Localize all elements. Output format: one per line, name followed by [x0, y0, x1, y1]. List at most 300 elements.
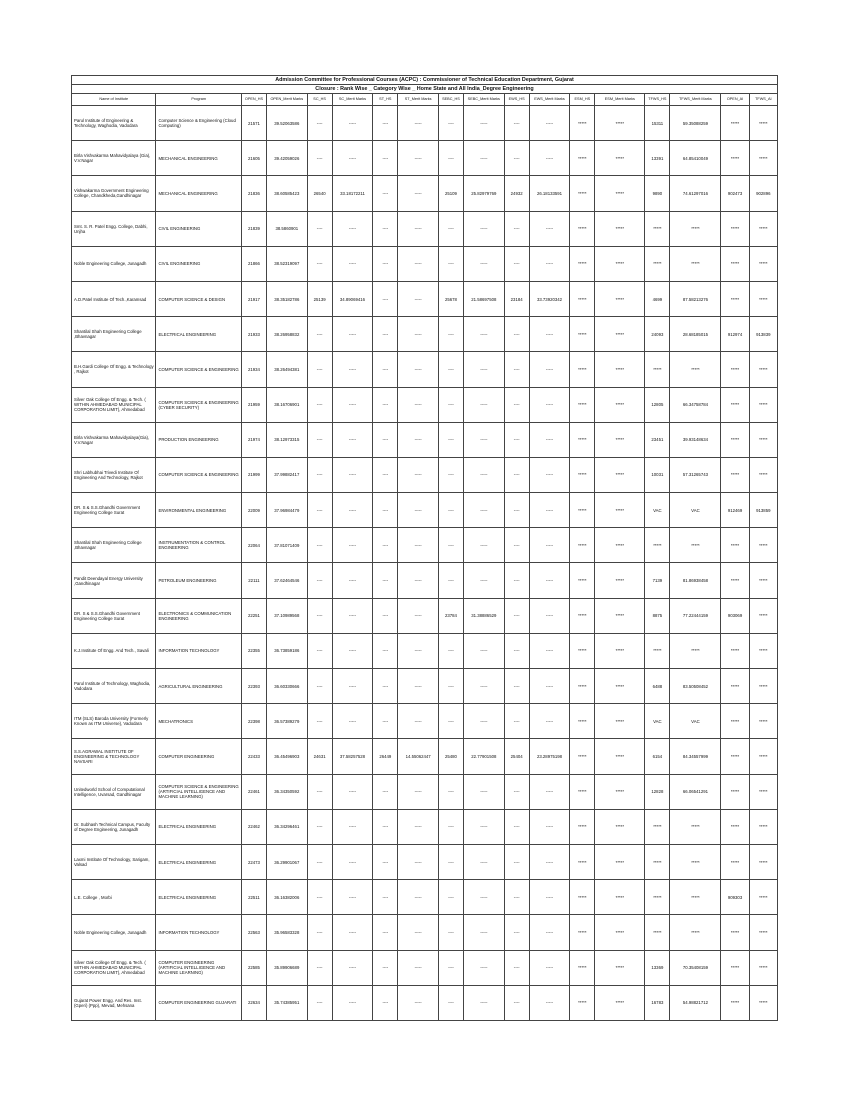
- column-header: SC_HS: [307, 94, 332, 106]
- value-cell: ----: [438, 950, 463, 985]
- value-cell: 913839: [749, 317, 777, 352]
- value-cell: -----: [398, 141, 439, 176]
- value-cell: *****: [645, 211, 670, 246]
- value-cell: ----: [307, 422, 332, 457]
- value-cell: *****: [570, 633, 595, 668]
- table-row: [72, 950, 778, 985]
- value-cell: 37.81071409: [266, 528, 307, 563]
- value-cell: *****: [721, 844, 749, 879]
- value-cell: -----: [398, 704, 439, 739]
- value-cell: *****: [570, 493, 595, 528]
- value-cell: ----: [504, 106, 529, 141]
- value-cell: -----: [529, 880, 570, 915]
- value-cell: *****: [749, 281, 777, 316]
- value-cell: ----: [373, 422, 398, 457]
- value-cell: ----: [504, 387, 529, 422]
- value-cell: *****: [721, 422, 749, 457]
- value-cell: *****: [595, 844, 645, 879]
- value-cell: *****: [721, 141, 749, 176]
- value-cell: 36.16382006: [266, 880, 307, 915]
- institute-name-cell: Silver Oak College Of Engg. & Tech. ( WITHIN AHMEDABAD MUNICIPAL CORPORATION LIMIT), Ahmedabad: [72, 950, 156, 985]
- value-cell: *****: [595, 563, 645, 598]
- value-cell: ----: [438, 633, 463, 668]
- value-cell: -----: [529, 563, 570, 598]
- value-cell: 21934: [241, 352, 266, 387]
- institute-name-cell: Birla Vishvakarma Mahavidyalaya(Gia), V.V.Nagar: [72, 422, 156, 457]
- value-cell: 24932: [504, 176, 529, 211]
- table-row: [72, 246, 778, 281]
- value-cell: 36.45496903: [266, 739, 307, 774]
- value-cell: *****: [749, 246, 777, 281]
- value-cell: *****: [670, 528, 721, 563]
- value-cell: 22064: [241, 528, 266, 563]
- column-header: SEBC_HS: [438, 94, 463, 106]
- institute-name-cell: DR. S & S.S.Ghandhi Government Engineering College Surat: [72, 598, 156, 633]
- value-cell: -----: [398, 457, 439, 492]
- value-cell: ----: [373, 669, 398, 704]
- value-cell: 22511: [241, 880, 266, 915]
- value-cell: -----: [463, 211, 504, 246]
- value-cell: 37.99882417: [266, 457, 307, 492]
- value-cell: 38.26494381: [266, 352, 307, 387]
- value-cell: 35.74385951: [266, 985, 307, 1020]
- value-cell: ----: [504, 844, 529, 879]
- value-cell: 23784: [438, 598, 463, 633]
- value-cell: ----: [504, 669, 529, 704]
- value-cell: ----: [438, 141, 463, 176]
- value-cell: *****: [595, 317, 645, 352]
- value-cell: -----: [463, 563, 504, 598]
- value-cell: ----: [373, 246, 398, 281]
- table-row: [72, 880, 778, 915]
- value-cell: *****: [670, 809, 721, 844]
- value-cell: 902473: [721, 176, 749, 211]
- value-cell: ----: [438, 352, 463, 387]
- value-cell: *****: [595, 493, 645, 528]
- value-cell: *****: [749, 669, 777, 704]
- value-cell: 37.10989568: [266, 598, 307, 633]
- value-cell: 21959: [241, 387, 266, 422]
- value-cell: 21933: [241, 317, 266, 352]
- value-cell: 15311: [645, 106, 670, 141]
- program-cell: INFORMATION TECHNOLOGY: [156, 915, 242, 950]
- value-cell: *****: [595, 809, 645, 844]
- value-cell: 39.42059026: [266, 141, 307, 176]
- value-cell: 909303: [721, 880, 749, 915]
- value-cell: -----: [332, 352, 373, 387]
- value-cell: -----: [398, 774, 439, 809]
- value-cell: ----: [373, 844, 398, 879]
- value-cell: -----: [398, 211, 439, 246]
- program-cell: AGRICULTURAL ENGINEERING: [156, 669, 242, 704]
- value-cell: *****: [721, 633, 749, 668]
- value-cell: ----: [307, 106, 332, 141]
- value-cell: ----: [504, 352, 529, 387]
- value-cell: -----: [398, 844, 439, 879]
- value-cell: 37.62464546: [266, 563, 307, 598]
- value-cell: 70.35408159: [670, 950, 721, 985]
- value-cell: *****: [749, 598, 777, 633]
- value-cell: 903069: [721, 598, 749, 633]
- value-cell: *****: [595, 211, 645, 246]
- value-cell: *****: [670, 844, 721, 879]
- program-cell: PETROLEUM ENGINEERING: [156, 563, 242, 598]
- value-cell: -----: [463, 844, 504, 879]
- value-cell: ----: [373, 493, 398, 528]
- value-cell: -----: [463, 915, 504, 950]
- institute-name-cell: K.J.Institute Of Engg. And Tech., Savali: [72, 633, 156, 668]
- value-cell: -----: [332, 106, 373, 141]
- institute-name-cell: Dr. Subhash Technical Campus, Faculty of Degree Engineering, Junagadh: [72, 809, 156, 844]
- institute-name-cell: Noble Engineering College, Junagadh: [72, 915, 156, 950]
- value-cell: ----: [373, 915, 398, 950]
- value-cell: 12828: [645, 774, 670, 809]
- value-cell: ----: [438, 422, 463, 457]
- value-cell: *****: [721, 457, 749, 492]
- value-cell: ----: [438, 669, 463, 704]
- value-cell: ----: [373, 211, 398, 246]
- value-cell: *****: [595, 774, 645, 809]
- value-cell: 36.73859186: [266, 633, 307, 668]
- value-cell: *****: [570, 387, 595, 422]
- value-cell: ----: [307, 317, 332, 352]
- value-cell: *****: [570, 669, 595, 704]
- value-cell: -----: [398, 422, 439, 457]
- value-cell: -----: [529, 950, 570, 985]
- value-cell: -----: [529, 844, 570, 879]
- value-cell: 33.73920342: [529, 281, 570, 316]
- program-cell: CIVIL ENGINEERING: [156, 246, 242, 281]
- value-cell: *****: [570, 985, 595, 1020]
- institute-name-cell: Shantilal Shah Engineering College ,Bhavnagar: [72, 317, 156, 352]
- column-header: OPEN_AI: [721, 94, 749, 106]
- value-cell: *****: [570, 844, 595, 879]
- value-cell: *****: [570, 915, 595, 950]
- value-cell: -----: [332, 809, 373, 844]
- value-cell: ----: [307, 352, 332, 387]
- value-cell: -----: [332, 457, 373, 492]
- value-cell: ----: [307, 493, 332, 528]
- value-cell: -----: [463, 633, 504, 668]
- value-cell: ----: [438, 704, 463, 739]
- value-cell: *****: [749, 704, 777, 739]
- value-cell: ----: [438, 387, 463, 422]
- value-cell: 23.28975198: [529, 739, 570, 774]
- value-cell: *****: [749, 739, 777, 774]
- value-cell: 22398: [241, 704, 266, 739]
- value-cell: ----: [438, 528, 463, 563]
- value-cell: -----: [332, 704, 373, 739]
- value-cell: ----: [307, 528, 332, 563]
- value-cell: -----: [529, 422, 570, 457]
- value-cell: 38.12973315: [266, 422, 307, 457]
- value-cell: *****: [595, 457, 645, 492]
- value-cell: 25109: [438, 176, 463, 211]
- value-cell: 25.82979769: [463, 176, 504, 211]
- value-cell: *****: [570, 457, 595, 492]
- value-cell: *****: [721, 106, 749, 141]
- value-cell: *****: [595, 669, 645, 704]
- value-cell: 37.96984479: [266, 493, 307, 528]
- value-cell: -----: [463, 106, 504, 141]
- value-cell: *****: [645, 246, 670, 281]
- value-cell: -----: [332, 422, 373, 457]
- value-cell: *****: [721, 211, 749, 246]
- program-cell: PRODUCTION ENGINEERING: [156, 422, 242, 457]
- value-cell: -----: [529, 106, 570, 141]
- value-cell: *****: [570, 809, 595, 844]
- value-cell: 26540: [307, 176, 332, 211]
- value-cell: -----: [398, 809, 439, 844]
- value-cell: -----: [332, 493, 373, 528]
- institute-name-cell: A.D.Patel Institute Of Tech.,Karamsad: [72, 281, 156, 316]
- column-header: ST_HS: [373, 94, 398, 106]
- value-cell: -----: [529, 493, 570, 528]
- value-cell: 22473: [241, 844, 266, 879]
- value-cell: -----: [529, 985, 570, 1020]
- value-cell: *****: [670, 211, 721, 246]
- value-cell: 16783: [645, 985, 670, 1020]
- value-cell: *****: [595, 141, 645, 176]
- value-cell: 24093: [645, 317, 670, 352]
- value-cell: -----: [398, 176, 439, 211]
- value-cell: ----: [504, 915, 529, 950]
- value-cell: ----: [438, 246, 463, 281]
- value-cell: ----: [438, 915, 463, 950]
- institute-name-cell: Smt. S. R. Patel Engg. College, Dabhi, Unjha: [72, 211, 156, 246]
- table-row: [72, 985, 778, 1020]
- value-cell: *****: [570, 211, 595, 246]
- value-cell: ----: [373, 352, 398, 387]
- value-cell: *****: [645, 844, 670, 879]
- value-cell: ----: [504, 317, 529, 352]
- value-cell: *****: [721, 352, 749, 387]
- value-cell: 13369: [645, 950, 670, 985]
- value-cell: -----: [529, 809, 570, 844]
- institute-name-cell: L.E. College , Morbi: [72, 880, 156, 915]
- value-cell: ----: [373, 598, 398, 633]
- value-cell: 25139: [307, 281, 332, 316]
- value-cell: -----: [529, 211, 570, 246]
- table-row: [72, 176, 778, 211]
- table-row: [72, 598, 778, 633]
- value-cell: ----: [438, 106, 463, 141]
- value-cell: *****: [749, 563, 777, 598]
- value-cell: ----: [373, 985, 398, 1020]
- value-cell: ----: [504, 563, 529, 598]
- value-cell: -----: [332, 317, 373, 352]
- value-cell: 23184: [504, 281, 529, 316]
- table-row: [72, 774, 778, 809]
- table-row: [72, 422, 778, 457]
- value-cell: -----: [398, 281, 439, 316]
- closure-table: [71, 75, 778, 1021]
- value-cell: -----: [463, 528, 504, 563]
- table-row: [72, 211, 778, 246]
- value-cell: -----: [332, 985, 373, 1020]
- column-header: EWS_Merit Marks: [529, 94, 570, 106]
- value-cell: 22461: [241, 774, 266, 809]
- value-cell: -----: [398, 493, 439, 528]
- program-cell: MECHANICAL ENGINEERING: [156, 141, 242, 176]
- value-cell: *****: [570, 106, 595, 141]
- value-cell: 57.31265743: [670, 457, 721, 492]
- value-cell: ----: [307, 809, 332, 844]
- value-cell: ----: [373, 387, 398, 422]
- value-cell: 22433: [241, 739, 266, 774]
- value-cell: -----: [463, 352, 504, 387]
- institute-name-cell: ITM (SLS) Baroda University (Formerly Known as ITM Universe), Vadodara: [72, 704, 156, 739]
- value-cell: *****: [595, 704, 645, 739]
- value-cell: ----: [504, 211, 529, 246]
- value-cell: 22634: [241, 985, 266, 1020]
- value-cell: *****: [721, 950, 749, 985]
- table-row: [72, 844, 778, 879]
- value-cell: *****: [645, 809, 670, 844]
- value-cell: -----: [529, 387, 570, 422]
- value-cell: VAC: [670, 493, 721, 528]
- value-cell: 6154: [645, 739, 670, 774]
- value-cell: *****: [570, 739, 595, 774]
- value-cell: ----: [307, 598, 332, 633]
- value-cell: 66.34758784: [670, 387, 721, 422]
- value-cell: *****: [595, 246, 645, 281]
- value-cell: ----: [307, 211, 332, 246]
- value-cell: *****: [749, 809, 777, 844]
- value-cell: *****: [749, 880, 777, 915]
- program-cell: COMPUTER SCIENCE & ENGINEERING (CYBER SECURITY): [156, 387, 242, 422]
- value-cell: *****: [595, 633, 645, 668]
- value-cell: ----: [438, 211, 463, 246]
- value-cell: *****: [670, 915, 721, 950]
- value-cell: 35.96583328: [266, 915, 307, 950]
- value-cell: -----: [463, 704, 504, 739]
- value-cell: -----: [398, 985, 439, 1020]
- value-cell: 23451: [645, 422, 670, 457]
- column-header: OPEN_Merit Marks: [266, 94, 307, 106]
- column-header: Program: [156, 94, 242, 106]
- value-cell: 22585: [241, 950, 266, 985]
- value-cell: ----: [504, 598, 529, 633]
- value-cell: -----: [463, 950, 504, 985]
- value-cell: 36.34350592: [266, 774, 307, 809]
- value-cell: ----: [504, 985, 529, 1020]
- value-cell: *****: [570, 352, 595, 387]
- value-cell: -----: [332, 774, 373, 809]
- value-cell: -----: [463, 246, 504, 281]
- value-cell: *****: [645, 528, 670, 563]
- program-cell: ENVIRONMENTAL ENGINEERING: [156, 493, 242, 528]
- value-cell: *****: [645, 633, 670, 668]
- value-cell: 37.58257528: [332, 739, 373, 774]
- table-body: [72, 106, 778, 1021]
- value-cell: ----: [438, 493, 463, 528]
- value-cell: ----: [373, 317, 398, 352]
- value-cell: -----: [529, 246, 570, 281]
- table-row: [72, 141, 778, 176]
- value-cell: ----: [373, 563, 398, 598]
- institute-name-cell: B.H.Gardi College Of Engg. & Technology , Rajkot: [72, 352, 156, 387]
- value-cell: -----: [332, 915, 373, 950]
- institute-name-cell: Unitedworld School of Computational Intelligence, Uvarsad, Gandhinagar: [72, 774, 156, 809]
- value-cell: *****: [570, 246, 595, 281]
- value-cell: ----: [373, 141, 398, 176]
- value-cell: ----: [438, 880, 463, 915]
- value-cell: -----: [463, 141, 504, 176]
- column-header: OPEN_HS: [241, 94, 266, 106]
- institute-name-cell: Laxmi Institute Of Technology, Sarigam, Valsad: [72, 844, 156, 879]
- value-cell: 22.77901508: [463, 739, 504, 774]
- column-header: TFWS_AI: [749, 94, 777, 106]
- value-cell: ----: [307, 774, 332, 809]
- value-cell: *****: [570, 422, 595, 457]
- program-cell: ELECTRICAL ENGINEERING: [156, 880, 242, 915]
- value-cell: 21974: [241, 422, 266, 457]
- column-header: SC_Merit Marks: [332, 94, 373, 106]
- value-cell: ----: [307, 844, 332, 879]
- value-cell: 21917: [241, 281, 266, 316]
- value-cell: 912974: [721, 317, 749, 352]
- value-cell: -----: [332, 246, 373, 281]
- program-cell: Computer Science & Engineering (Cloud Computing): [156, 106, 242, 141]
- program-cell: ELECTRICAL ENGINEERING: [156, 809, 242, 844]
- column-header: TFWS_Merit Marks: [670, 94, 721, 106]
- value-cell: *****: [570, 774, 595, 809]
- value-cell: 39.93148634: [670, 422, 721, 457]
- table-subtitle: Closure : Rank Wise _ Category Wise _ Home State and All India_Degree Engineering: [72, 85, 778, 94]
- value-cell: -----: [463, 669, 504, 704]
- value-cell: ----: [307, 141, 332, 176]
- value-cell: *****: [749, 985, 777, 1020]
- column-header: ST_Merit Marks: [398, 94, 439, 106]
- value-cell: ----: [373, 880, 398, 915]
- value-cell: ----: [504, 880, 529, 915]
- institute-name-cell: Parul Institute of Engineering & Technology, Waghodia, Vadodara: [72, 106, 156, 141]
- value-cell: -----: [332, 528, 373, 563]
- value-cell: -----: [463, 457, 504, 492]
- value-cell: ----: [438, 985, 463, 1020]
- value-cell: 26449: [373, 739, 398, 774]
- value-cell: *****: [645, 880, 670, 915]
- value-cell: 24631: [307, 739, 332, 774]
- value-cell: -----: [332, 950, 373, 985]
- table-row: [72, 563, 778, 598]
- value-cell: 22251: [241, 598, 266, 633]
- value-cell: 33.18172211: [332, 176, 373, 211]
- value-cell: ----: [438, 457, 463, 492]
- value-cell: -----: [463, 317, 504, 352]
- value-cell: *****: [595, 281, 645, 316]
- table-row: [72, 457, 778, 492]
- value-cell: ----: [307, 915, 332, 950]
- value-cell: 10031: [645, 457, 670, 492]
- value-cell: -----: [398, 246, 439, 281]
- value-cell: *****: [570, 880, 595, 915]
- value-cell: 74.61297016: [670, 176, 721, 211]
- value-cell: 14.55062447: [398, 739, 439, 774]
- value-cell: 66.06541291: [670, 774, 721, 809]
- value-cell: *****: [749, 106, 777, 141]
- value-cell: -----: [463, 774, 504, 809]
- value-cell: *****: [749, 915, 777, 950]
- value-cell: 21836: [241, 176, 266, 211]
- value-cell: ----: [373, 281, 398, 316]
- institute-name-cell: Silver Oak College Of Engg. & Tech. ( WITHIN AHMEDABAD MUNICIPAL CORPORATION LIMIT), Ahmedabad: [72, 387, 156, 422]
- value-cell: ----: [307, 669, 332, 704]
- value-cell: *****: [749, 352, 777, 387]
- value-cell: *****: [749, 528, 777, 563]
- value-cell: *****: [595, 422, 645, 457]
